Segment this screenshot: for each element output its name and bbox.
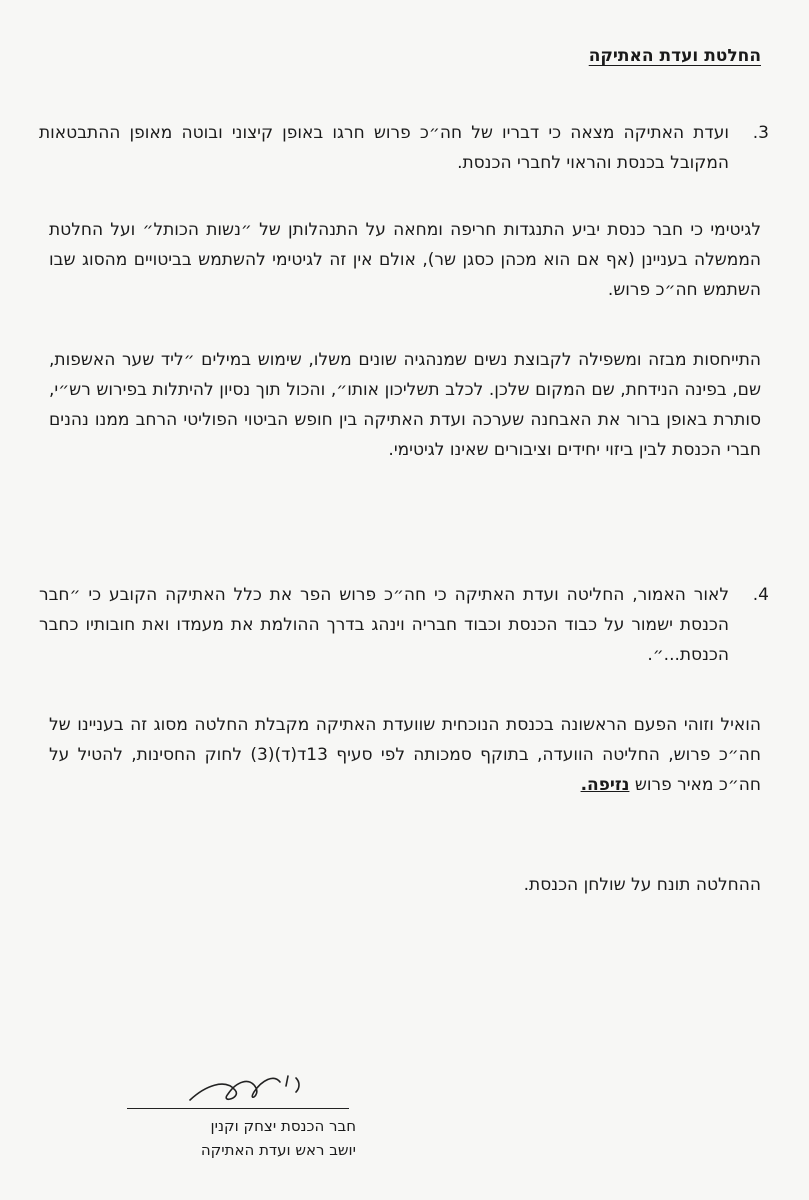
decision-text: הואיל וזוהי הפעם הראשונה בכנסת הנוכחית שוועדת האתיקה מקבלת החלטה מסוג זה בעניינו של חה״כ פרוש, החליטה הוועדה, בתוקף סמכותה לפי סעיף 13ד(ד)(3) לחוק החסינות, להטיל על חה״כ מאיר פרוש — [49, 715, 761, 795]
signature-line — [127, 1108, 349, 1109]
paragraph-tabled: ההחלטה תונח על שולחן הכנסת. — [523, 875, 761, 895]
paragraph-attitude: התייחסות מבזה ומשפילה לקבוצת נשים שמנהגיה שונים משלו, שימוש במילים ״ליד שער האשפות, שם, בפינה הנידחת, שם המקום שלכן. לכלב תשליכון אותו״, והכול תוך נסיון להיתלות בפירוש רש״י, סותרת באופן ברור את האבחנה שערכה ועדת האתיקה בין חופש הביטוי הפוליטי הרחב ממנו נהנים חברי הכנסת לבין ביזוי יחידים וציבורים שאינו לגיטימי. — [49, 350, 761, 460]
signer-role: יושב ראש ועדת האתיקה — [200, 1141, 356, 1159]
paragraph-legitimacy: לגיטימי כי חבר כנסת יביע התנגדות חריפה ומחאה על התנהלותן של ״נשות הכותל״ ועל החלטת הממשלה בעניינן (אף אם הוא מכהן כסגן שר), אולם אין זה לגיטימי להשתמש בביטויים מהסוג שבו השתמש חה״כ פרוש. — [49, 220, 761, 300]
item-4-text: לאור האמור, החליטה ועדת האתיקה כי חה״כ פרוש הפר את כלל האתיקה הקובע כי ״חבר הכנסת ישמור על כבוד הכנסת וכבוד חבריה וינהג בדרך ההולמת את מעמדו ואת חובותיו כחבר הכנסת...״. — [39, 585, 729, 665]
signature-scribble-icon — [150, 1068, 350, 1118]
signature-block — [201, 1114, 356, 1162]
signer-name: חבר הכנסת יצחק וקנין — [210, 1117, 356, 1135]
penalty-word: נזיפה. — [580, 775, 630, 795]
item-number-3: .3 — [752, 123, 769, 143]
item-3-text: ועדת האתיקה מצאה כי דבריו של חה״כ פרוש חרגו באופן קיצוני ובוטה מאופן ההתבטאות המקובל בכנסת והראוי לחברי הכנסת. — [39, 123, 729, 173]
item-number-4: .4 — [752, 585, 769, 605]
paragraph-decision — [49, 710, 761, 800]
document-title: החלטת ועדת האתיקה — [588, 46, 761, 66]
